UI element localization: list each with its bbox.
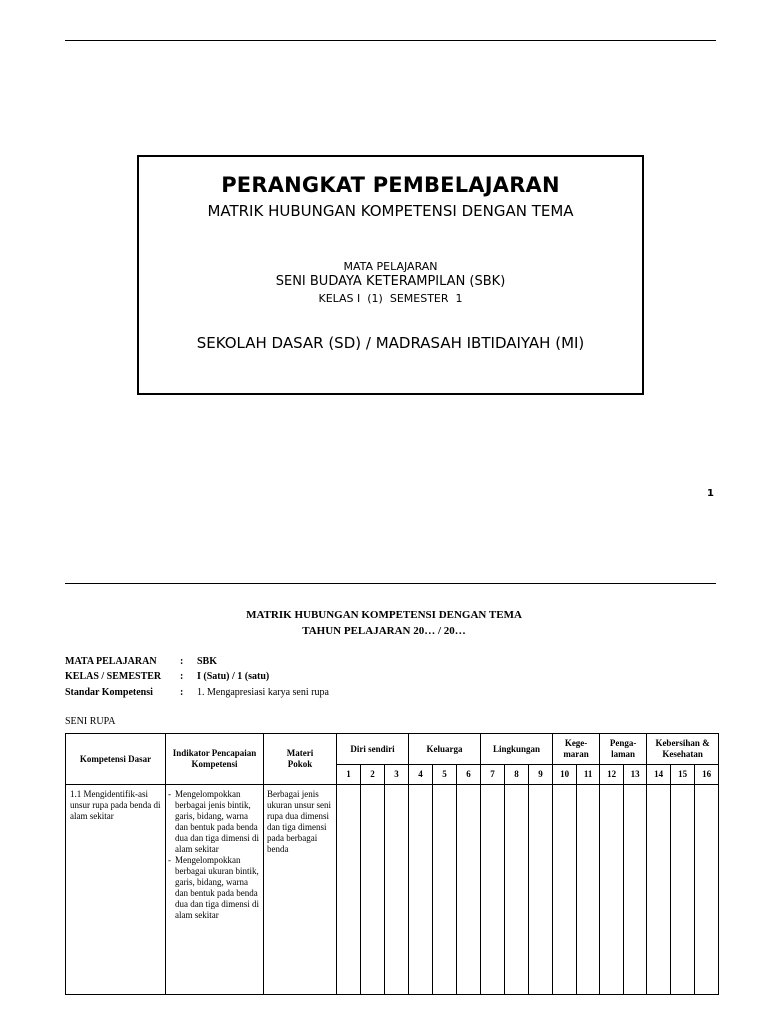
top-divider — [65, 40, 716, 41]
cell-indikator — [166, 785, 264, 995]
header-theme-kegemaran: Kege-maran — [553, 734, 600, 765]
theme-number: 3 — [385, 765, 409, 785]
meta-colon: : — [180, 671, 184, 682]
indicator-text: Mengelompokkan berbagai jenis bintik, garis, bidang, warna dan bentuk pada benda dua dan tiga dimensi di alam sekitar — [175, 789, 259, 854]
header-theme-kebersihan: Kebersihan & Kesehatan — [647, 734, 719, 765]
matrix-year: TAHUN PELAJARAN 20… / 20… — [302, 625, 466, 637]
theme-cell — [624, 785, 647, 995]
theme-cell — [553, 785, 577, 995]
theme-cell — [337, 785, 361, 995]
theme-number: 5 — [433, 765, 457, 785]
meta-colon: : — [180, 687, 184, 698]
theme-cell — [647, 785, 671, 995]
meta-key: KELAS / SEMESTER — [65, 671, 162, 682]
matrix-title: MATRIK HUBUNGAN KOMPETENSI DENGAN TEMA — [246, 609, 522, 621]
meta-key: Standar Kompetensi — [65, 687, 153, 698]
section-label: SENI RUPA — [65, 716, 116, 727]
meta-value: I (Satu) / 1 (satu) — [197, 671, 270, 682]
theme-cell — [600, 785, 624, 995]
header-theme-pengalaman: Penga-laman — [600, 734, 647, 765]
header-theme-lingkungan: Lingkungan — [481, 734, 553, 765]
header-kompetensi-dasar: Kompetensi Dasar — [66, 734, 166, 785]
theme-number: 9 — [529, 765, 553, 785]
theme-number: 10 — [553, 765, 577, 785]
indicator-text: Mengelompokkan berbagai ukuran bintik, garis, bidang, warna dan bentuk pada benda dua dan tiga dimensi di alam sekitar — [175, 855, 259, 920]
cover-title: PERANGKAT PEMBELAJARAN — [221, 173, 560, 197]
meta-key: MATA PELAJARAN — [65, 656, 157, 667]
meta-value: SBK — [197, 656, 218, 667]
cell-materi-pokok: Berbagai jenis ukuran unsur seni rupa dua dimensi dan tiga dimensi pada berbagai benda — [264, 785, 337, 995]
theme-number: 16 — [695, 765, 719, 785]
theme-number: 13 — [624, 765, 647, 785]
cell-kompetensi-dasar: 1.1 Mengidentifik-asi unsur rupa pada benda di alam sekitar — [66, 785, 166, 995]
cover-subject-label: MATA PELAJARAN — [343, 260, 438, 273]
theme-number: 7 — [481, 765, 505, 785]
table-row — [66, 785, 719, 995]
theme-number: 12 — [600, 765, 624, 785]
theme-number: 1 — [337, 765, 361, 785]
indicator-item — [168, 855, 261, 921]
competency-matrix-table — [65, 733, 719, 995]
header-indikator: Indikator Pencapaian Kompetensi — [166, 734, 264, 785]
theme-cell — [695, 785, 719, 995]
cover-subtitle: MATRIK HUBUNGAN KOMPETENSI DENGAN TEMA — [207, 202, 574, 220]
theme-number: 6 — [457, 765, 481, 785]
header-theme-diri-sendiri: Diri sendiri — [337, 734, 409, 765]
theme-number: 2 — [361, 765, 385, 785]
theme-number: 14 — [647, 765, 671, 785]
theme-number: 4 — [409, 765, 433, 785]
meta-colon: : — [180, 656, 184, 667]
theme-cell — [577, 785, 600, 995]
theme-cell — [361, 785, 385, 995]
cover-subject: SENI BUDAYA KETERAMPILAN (SBK) — [275, 274, 506, 289]
indicator-dash: - — [168, 855, 171, 865]
page-number: 1 — [707, 488, 714, 499]
page-divider — [65, 583, 716, 584]
cover-class-semester: KELAS I (1) SEMESTER 1 — [318, 292, 463, 305]
indicator-item — [168, 789, 261, 855]
theme-cell — [457, 785, 481, 995]
cover-school: SEKOLAH DASAR (SD) / MADRASAH IBTIDAIYAH (MI) — [196, 334, 585, 352]
theme-number: 8 — [505, 765, 529, 785]
indicator-dash: - — [168, 789, 171, 799]
theme-cell — [409, 785, 433, 995]
theme-cell — [505, 785, 529, 995]
theme-cell — [671, 785, 695, 995]
theme-cell — [385, 785, 409, 995]
meta-value: 1. Mengapresiasi karya seni rupa — [197, 687, 329, 698]
header-theme-keluarga: Keluarga — [409, 734, 481, 765]
theme-cell — [529, 785, 553, 995]
theme-number: 15 — [671, 765, 695, 785]
header-materi-pokok: Materi Pokok — [264, 734, 337, 785]
theme-cell — [433, 785, 457, 995]
cover-box — [137, 155, 644, 395]
theme-cell — [481, 785, 505, 995]
theme-number: 11 — [577, 765, 600, 785]
